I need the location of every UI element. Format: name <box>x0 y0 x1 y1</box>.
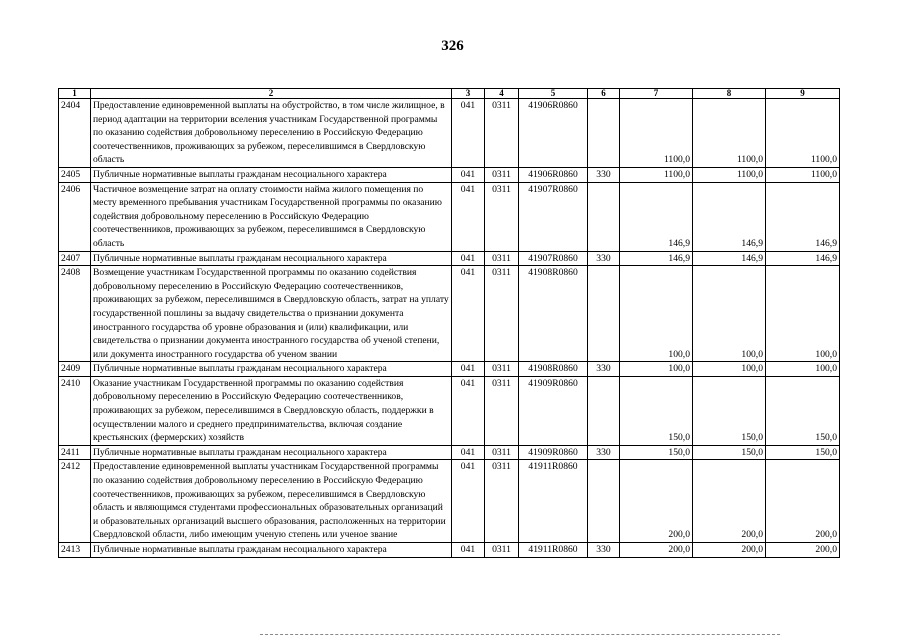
row-col9: 146,9 <box>766 182 840 251</box>
row-number: 2407 <box>59 251 91 266</box>
row-number: 2405 <box>59 167 91 182</box>
row-col8: 100,0 <box>693 362 766 377</box>
table-row <box>59 445 840 460</box>
row-number: 2412 <box>59 460 91 543</box>
row-description: Предоставление единовременной выплаты участникам Государственной программы по оказанию содействия добровольному переселению в Российскую Федерацию соотечественников, проживающих за рубежом, переселившимся в Свердловскую область и являющимся студентами профессиональных образовательных организаций и образовательных организаций высшего образования, расположенных на территории Свердловской области, либо имеющим ученую степень или ученое звание <box>91 460 452 543</box>
row-col7: 146,9 <box>620 182 693 251</box>
row-number: 2406 <box>59 182 91 251</box>
row-number: 2413 <box>59 543 91 558</box>
row-col4: 0311 <box>485 99 519 168</box>
col-header-7: 7 <box>620 89 693 99</box>
row-col7: 100,0 <box>620 266 693 362</box>
row-col6: 330 <box>588 445 620 460</box>
col-header-8: 8 <box>693 89 766 99</box>
row-col3: 041 <box>452 266 485 362</box>
row-col7: 1100,0 <box>620 99 693 168</box>
row-description: Публичные нормативные выплаты гражданам несоциального характера <box>91 445 452 460</box>
budget-table <box>58 88 840 558</box>
row-col6: 330 <box>588 167 620 182</box>
row-col9: 100,0 <box>766 266 840 362</box>
row-col6 <box>588 266 620 362</box>
row-col3: 041 <box>452 251 485 266</box>
row-col8: 100,0 <box>693 266 766 362</box>
row-col8: 150,0 <box>693 445 766 460</box>
row-col4: 0311 <box>485 182 519 251</box>
row-col9: 100,0 <box>766 362 840 377</box>
col-header-1: 1 <box>59 89 91 99</box>
row-col3: 041 <box>452 99 485 168</box>
table-row <box>59 376 840 445</box>
col-header-4: 4 <box>485 89 519 99</box>
table-row <box>59 362 840 377</box>
row-description: Публичные нормативные выплаты гражданам несоциального характера <box>91 362 452 377</box>
row-description: Публичные нормативные выплаты гражданам несоциального характера <box>91 543 452 558</box>
row-col5: 41907R0860 <box>519 251 588 266</box>
row-number: 2408 <box>59 266 91 362</box>
row-col6: 330 <box>588 362 620 377</box>
row-col7: 150,0 <box>620 376 693 445</box>
row-col3: 041 <box>452 167 485 182</box>
row-col5: 41908R0860 <box>519 362 588 377</box>
row-col9: 1100,0 <box>766 167 840 182</box>
col-header-2: 2 <box>91 89 452 99</box>
row-description: Частичное возмещение затрат на оплату стоимости найма жилого помещения по месту временного пребывания участникам Государственной программы по оказанию содействия добровольному переселению в Российскую Федерацию соотечественников, проживающих за рубежом, переселившимся в Свердловскую область <box>91 182 452 251</box>
row-col7: 1100,0 <box>620 167 693 182</box>
row-col3: 041 <box>452 182 485 251</box>
row-description: Предоставление единовременной выплаты на обустройство, в том числе жилищное, в период адаптации на территории вселения участникам Государственной программы по оказанию содействия добровольному переселению в Российскую Федерацию соотечественников, проживающих за рубежом, переселившимся в Свердловскую область <box>91 99 452 168</box>
row-col8: 200,0 <box>693 460 766 543</box>
row-col6: 330 <box>588 543 620 558</box>
row-col4: 0311 <box>485 460 519 543</box>
row-description: Публичные нормативные выплаты гражданам несоциального характера <box>91 167 452 182</box>
row-col9: 200,0 <box>766 460 840 543</box>
row-col7: 200,0 <box>620 460 693 543</box>
row-col8: 1100,0 <box>693 99 766 168</box>
row-description: Публичные нормативные выплаты гражданам несоциального характера <box>91 251 452 266</box>
scan-edge-artifact <box>260 634 780 637</box>
row-col8: 200,0 <box>693 543 766 558</box>
row-description: Возмещение участникам Государственной программы по оказанию содействия добровольному переселению в Российскую Федерацию соотечественников, проживающих за рубежом, переселившимся в Свердловскую область, затрат на уплату государственной пошлины за выдачу свидетельства о признании документа иностранного государства об уровне образования и (или) квалификации, или свидетельства о признании документа иностранного государства об ученой степени, или документа иностранного государства об ученом звании <box>91 266 452 362</box>
table-row <box>59 251 840 266</box>
row-col5: 41909R0860 <box>519 445 588 460</box>
row-col7: 200,0 <box>620 543 693 558</box>
row-col5: 41906R0860 <box>519 99 588 168</box>
row-col7: 100,0 <box>620 362 693 377</box>
row-col5: 41908R0860 <box>519 266 588 362</box>
row-col8: 146,9 <box>693 251 766 266</box>
header-row <box>59 89 840 99</box>
row-col6 <box>588 460 620 543</box>
row-col9: 146,9 <box>766 251 840 266</box>
row-number: 2410 <box>59 376 91 445</box>
row-col9: 150,0 <box>766 376 840 445</box>
row-col6 <box>588 182 620 251</box>
row-col9: 200,0 <box>766 543 840 558</box>
row-col5: 41911R0860 <box>519 543 588 558</box>
row-col6 <box>588 99 620 168</box>
row-col5: 41907R0860 <box>519 182 588 251</box>
row-col3: 041 <box>452 460 485 543</box>
row-col3: 041 <box>452 543 485 558</box>
row-number: 2404 <box>59 99 91 168</box>
row-col3: 041 <box>452 362 485 377</box>
row-col4: 0311 <box>485 543 519 558</box>
col-header-6: 6 <box>588 89 620 99</box>
table-row <box>59 99 840 168</box>
row-col7: 146,9 <box>620 251 693 266</box>
col-header-5: 5 <box>519 89 588 99</box>
row-col9: 1100,0 <box>766 99 840 168</box>
row-col9: 150,0 <box>766 445 840 460</box>
row-col8: 150,0 <box>693 376 766 445</box>
row-col5: 41906R0860 <box>519 167 588 182</box>
table-row <box>59 543 840 558</box>
row-col4: 0311 <box>485 266 519 362</box>
table-row <box>59 266 840 362</box>
col-header-3: 3 <box>452 89 485 99</box>
row-col8: 1100,0 <box>693 167 766 182</box>
col-header-9: 9 <box>766 89 840 99</box>
row-col3: 041 <box>452 445 485 460</box>
row-col3: 041 <box>452 376 485 445</box>
row-col6: 330 <box>588 251 620 266</box>
row-col4: 0311 <box>485 445 519 460</box>
row-col4: 0311 <box>485 167 519 182</box>
row-number: 2411 <box>59 445 91 460</box>
row-col5: 41909R0860 <box>519 376 588 445</box>
page-number: 326 <box>441 38 464 54</box>
table-row <box>59 460 840 543</box>
row-number: 2409 <box>59 362 91 377</box>
table-row <box>59 182 840 251</box>
row-col5: 41911R0860 <box>519 460 588 543</box>
table-row <box>59 167 840 182</box>
row-description: Оказание участникам Государственной программы по оказанию содействия добровольному переселению в Российскую Федерацию соотечественников, проживающих за рубежом, переселившимся в Свердловскую область, поддержки в осуществлении малого и среднего предпринимательства, включая создание крестьянских (фермерских) хозяйств <box>91 376 452 445</box>
row-col4: 0311 <box>485 362 519 377</box>
row-col6 <box>588 376 620 445</box>
row-col4: 0311 <box>485 251 519 266</box>
row-col4: 0311 <box>485 376 519 445</box>
row-col7: 150,0 <box>620 445 693 460</box>
row-col8: 146,9 <box>693 182 766 251</box>
